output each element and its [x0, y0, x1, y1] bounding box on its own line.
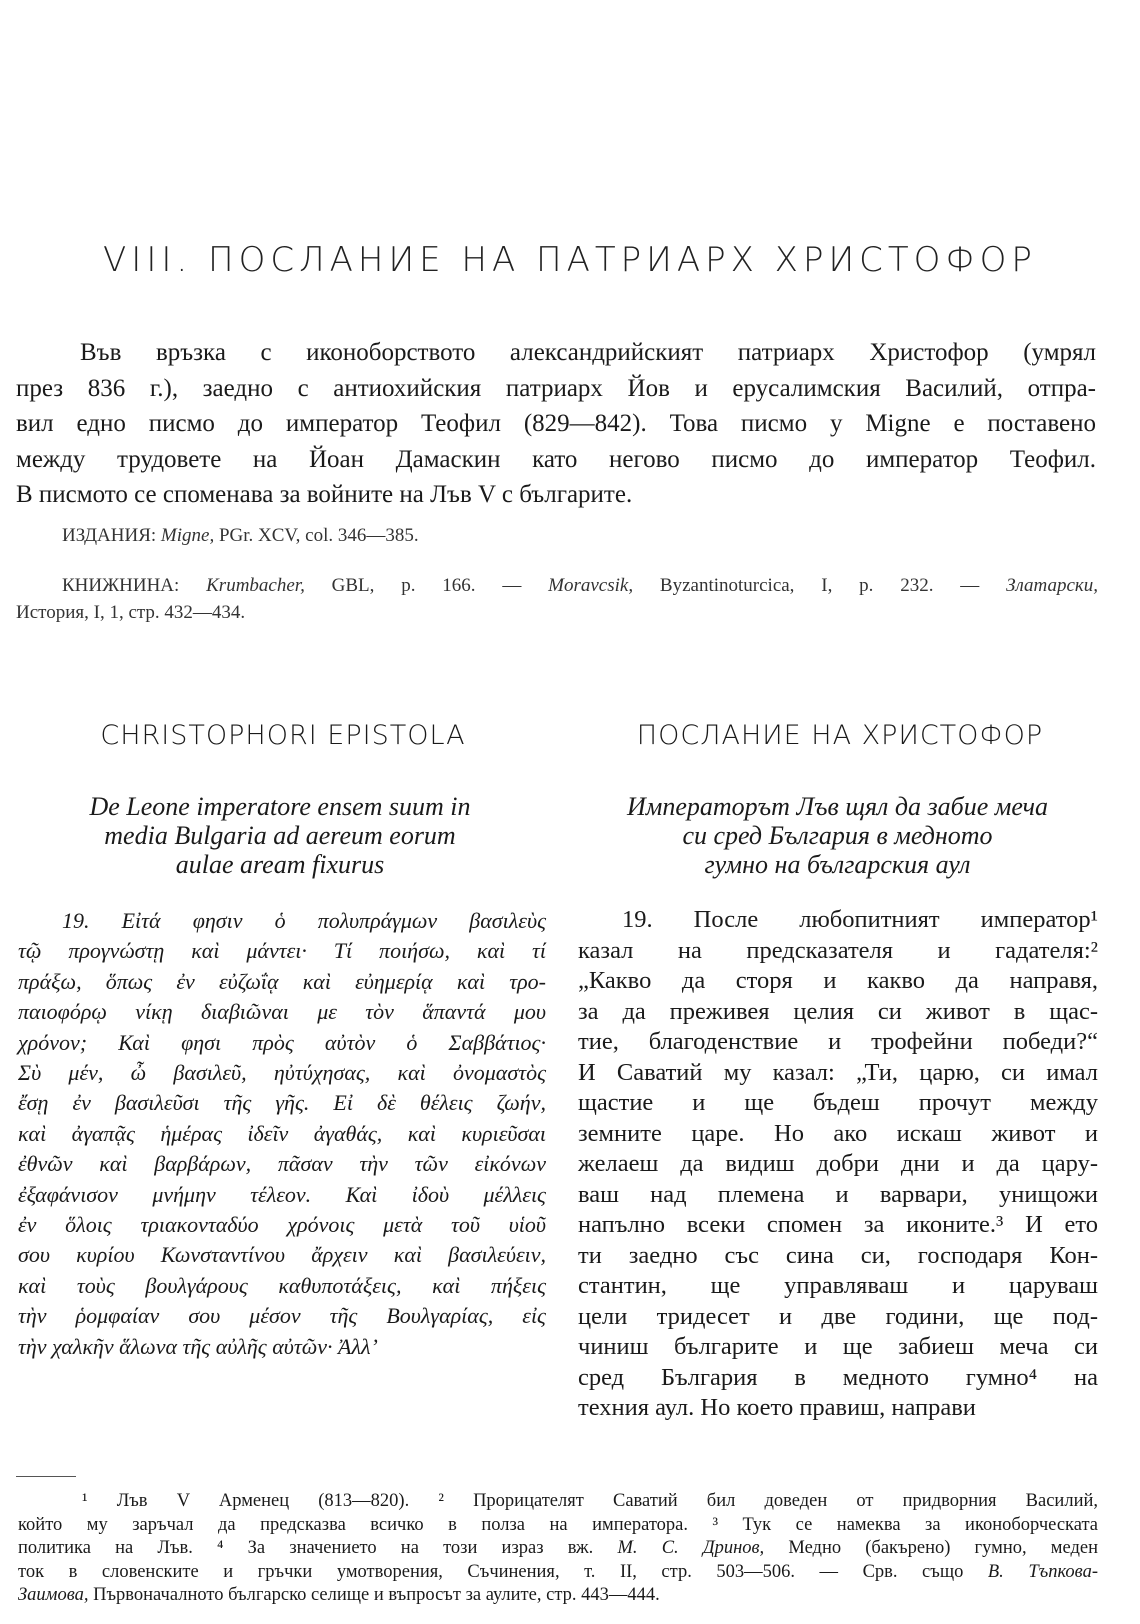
literature-author: Moravcsik,	[548, 575, 634, 596]
text-line: „Какво да сторя и какво да направя,	[578, 967, 1098, 994]
footnote-4-cont: Първоначалното българско селище и въпросът за аулите, стр. 443—444.	[93, 1585, 660, 1605]
text-line: τῷ προγνώστῃ καὶ μάντει· Τί ποιήσω, καὶ τί	[18, 938, 546, 964]
bulgarian-subtitle	[575, 792, 1100, 879]
text-line: В писмото се споменава за войните на Лъв V с българите.	[16, 481, 633, 508]
text-line: χρόνον; Καὶ φησι πρὸς αὐτὸν ὁ Σαββάτιος·	[18, 1029, 546, 1055]
footnote-divider	[16, 1476, 76, 1477]
footnote-4-cont: ток в словенските и гръчки умотворения, Съчинения, т. II, стр. 503—506. — Срв. също	[18, 1561, 964, 1582]
text-line: 19. После любопитният император¹	[622, 906, 1098, 933]
text-line: за да преживея целия си живот в щас-	[578, 997, 1098, 1025]
footnote-author: М. С. Дринов,	[617, 1538, 765, 1558]
literature-author: Krumbacher,	[206, 575, 305, 596]
text-line: ἔσῃ ἐν βασιλεῦσι τῆς γῆς. Εἰ δὲ θέλεις ζωήν,	[18, 1090, 546, 1116]
text-line: καὶ ἀγαπᾷς ἡμέρας ἰδεῖν ἀγαθάς, καὶ κυριεῦσαι	[18, 1120, 546, 1146]
literature-ref: История, I, 1, стр. 432—434.	[16, 602, 246, 623]
text-line: τὴν ῥομφαίαν σου μέσον τῆς Βουλγαρίας, εἰς	[18, 1303, 546, 1329]
footnote-2-cont: който му заръчал да предсказва всичко в полза на императора.	[18, 1514, 688, 1535]
text-line: цели тридесет и две години, ще под-	[578, 1302, 1098, 1330]
text-line: желаеш да видиш добри дни и да цару-	[578, 1150, 1098, 1177]
text-line: земните царе. Но ако искаш живот и	[578, 1119, 1098, 1147]
text-line: Във връзка с иконоборството александрийският патриарх Христофор (умрял	[80, 339, 1096, 366]
text-line: τὴν χαλκῆν ἅλωνα τῆς αὐλῆς αὐτῶν· Ἀλλ’	[18, 1333, 378, 1359]
editions-ref: PGr. XCV, col. 346—385.	[218, 525, 419, 546]
text-line: παιοφόρῳ νίκῃ διαβιῶναι με τὸν ἅπαντά μου	[18, 999, 546, 1025]
editions-label: ИЗДАНИЯ:	[62, 525, 157, 546]
text-line: чиниш българите и ще забиеш меча си	[578, 1333, 1098, 1360]
latin-column-heading: CHRISTOPHORI EPISTOLA	[100, 720, 466, 751]
text-line: казал на предсказателя и гадателя:²	[578, 936, 1098, 964]
text-line: стантин, ще управляваш и царуваш	[578, 1272, 1098, 1299]
text-line: сред България в медното гумно⁴ на	[578, 1363, 1098, 1391]
greek-text-column	[18, 906, 546, 1362]
text-line: Σὺ μέν, ὦ βασιλεῦ, ηὐτύχησας, καὶ ὀνομαστὸς	[18, 1060, 546, 1086]
footnote-3: ³ Тук се намеква за иконоборческата	[712, 1514, 1098, 1535]
text-line: ваш над племена и варвари, унищожи	[578, 1180, 1098, 1208]
footnote-3-cont: политика на Лъв.	[18, 1538, 193, 1558]
footnote-2: ² Прорицателят Саватий бил доведен от придворния Василий,	[438, 1491, 1098, 1511]
text-line: между трудовете на Йоан Дамаскин като негово писмо до император Теофил.	[16, 445, 1096, 473]
text-line: си сред България в медното	[682, 821, 993, 850]
text-line: aulae aream fixurus	[175, 850, 385, 879]
latin-subtitle	[20, 792, 540, 879]
text-line: σου κυρίου Κωνσταντίνου ἄρχειν καὶ βασιλεύειν,	[18, 1242, 546, 1268]
text-line: тие, благоденствие и трофейни победи?“	[578, 1028, 1098, 1055]
literature-label: КНИЖНИНА:	[62, 575, 180, 596]
bulgarian-text-column	[578, 905, 1098, 1424]
bulgarian-column-heading: ПОСЛАНИЕ НА ХРИСТОФОР	[636, 720, 1044, 751]
text-line: през 836 г.), заедно с антиохийския патриарх Йов и ерусалимския Василий, отпра-	[16, 374, 1096, 402]
footnote-1: ¹ Лъв V Арменец (813—820).	[82, 1491, 410, 1511]
text-line: De Leone imperatore ensem suum in	[89, 792, 471, 821]
text-line: ти заедно със сина си, господаря Кон-	[578, 1241, 1098, 1269]
text-line: ἐξαφάνισον μνήμην τέλεον. Καὶ ἰδοὺ μέλλεις	[18, 1181, 546, 1207]
footnote-4-cont: Медно (бакърено) гумно, меден	[788, 1538, 1098, 1558]
text-line: И Саватий му казал: „Ти, царю, си имал	[578, 1058, 1098, 1086]
text-line: πράξω, ὅπως ἐν εὐζωΐᾳ καὶ εὐημερίᾳ καὶ τρο-	[18, 968, 546, 994]
text-line: καὶ τοὺς βουλγάρους καθυποτάξεις, καὶ πήξεις	[18, 1272, 546, 1298]
text-line: ἐθνῶν καὶ βαρβάρων, πᾶσαν τὴν τῶν εἰκόνων	[18, 1151, 546, 1177]
editions-author: Migne,	[160, 525, 215, 546]
footnote-author: В. Тъпкова-	[987, 1561, 1098, 1582]
chapter-title: VIII. ПОСЛАНИЕ НА ПАТРИАРХ ХРИСТОФОР	[103, 240, 1037, 280]
footnote-author: Заимова,	[18, 1585, 89, 1605]
text-line: щастие и ще бъдеш прочут между	[578, 1089, 1098, 1116]
text-line: напълно всеки спомен за иконите.³ И ето	[578, 1211, 1098, 1238]
footnotes	[18, 1490, 1098, 1608]
literature-author: Златарски,	[1006, 575, 1099, 596]
literature-ref: Byzantinoturcica, I, p. 232. —	[659, 575, 980, 596]
text-line: media Bulgaria ad aereum eorum	[104, 821, 456, 850]
literature-block	[16, 572, 1098, 626]
text-line: гумно на българския аул	[704, 850, 971, 879]
text-line: техния аул. Но което правиш, направи	[578, 1394, 976, 1421]
text-line: Императорът Лъв щял да забие меча	[626, 792, 1048, 821]
text-line: ἐν ὅλοις τριακονταδύο χρόνοις μετὰ τοῦ υἱοῦ	[18, 1212, 546, 1238]
text-line: 19. Εἰτά φησιν ὁ πολυπράγμων βασιλεὺς	[62, 908, 546, 933]
editions-line	[62, 525, 419, 547]
footnote-4: ⁴ За значението на този израз вж.	[217, 1538, 594, 1558]
intro-paragraph	[16, 335, 1096, 513]
literature-ref: GBL, p. 166. —	[331, 575, 522, 596]
text-line: вил едно писмо до император Теофил (829—842). Това писмо у Migne е поставено	[16, 410, 1096, 437]
